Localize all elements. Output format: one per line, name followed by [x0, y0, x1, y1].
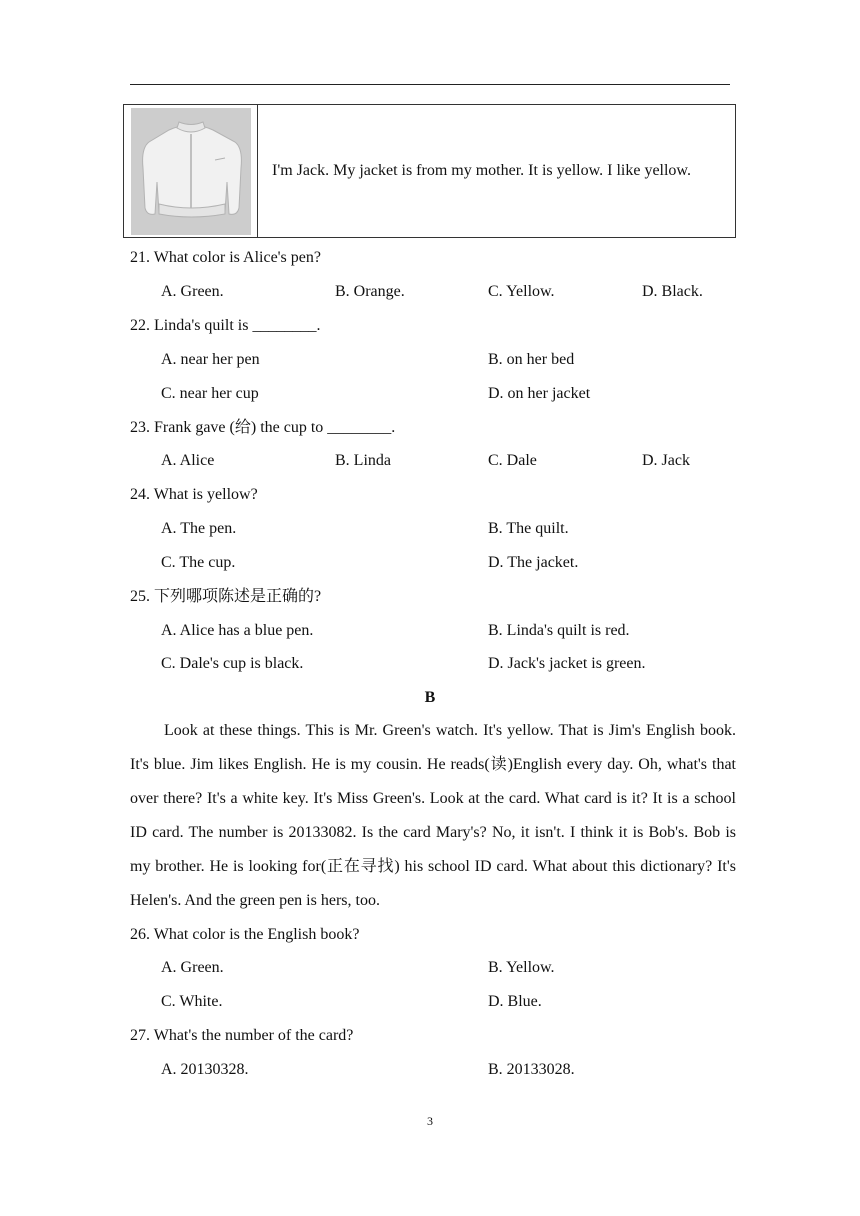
- jacket-image-cell: [124, 105, 258, 237]
- section-b-passage: Look at these things. This is Mr. Green's watch. It's yellow. That is Jim's English book. It's blue. Jim likes English. He is my cousin. He reads(读)English every day. Oh, what's that over there? It's a white key. It's Miss Green's. Look at the card. What card is it? It is a school ID card. The number is 20133082. Is the card Mary's? No, it isn't. I think it is Bob's. Bob is my brother. He is looking for(正在寻找) his school ID card. What about this dictionary? It's Helen's. And the green pen is hers, too.: [130, 722, 736, 909]
- q24-option-b[interactable]: B. The quilt.: [488, 520, 569, 537]
- q25-option-a[interactable]: A. Alice has a blue pen.: [161, 622, 314, 639]
- q22-option-d[interactable]: D. on her jacket: [488, 385, 591, 402]
- q26-option-c[interactable]: C. White.: [161, 993, 223, 1010]
- question-26-stem: 26. What color is the English book?: [130, 926, 360, 943]
- q21-option-d[interactable]: D. Black.: [642, 283, 703, 300]
- q26-option-d[interactable]: D. Blue.: [488, 993, 542, 1010]
- q23-option-b[interactable]: B. Linda: [335, 452, 391, 469]
- header-rule: [130, 84, 730, 85]
- question-24-stem: 24. What is yellow?: [130, 486, 258, 503]
- question-21-stem: 21. What color is Alice's pen?: [130, 249, 321, 266]
- q21-option-b[interactable]: B. Orange.: [335, 283, 405, 300]
- page-number: 3: [427, 1114, 433, 1128]
- q24-option-d[interactable]: D. The jacket.: [488, 554, 579, 571]
- q26-option-a[interactable]: A. Green.: [161, 959, 224, 976]
- q27-option-a[interactable]: A. 20130328.: [161, 1061, 249, 1078]
- q23-option-d[interactable]: D. Jack: [642, 452, 690, 469]
- question-27-stem: 27. What's the number of the card?: [130, 1027, 354, 1044]
- q24-option-a[interactable]: A. The pen.: [161, 520, 237, 537]
- q24-option-c[interactable]: C. The cup.: [161, 554, 236, 571]
- jacket-info-table: [123, 104, 736, 238]
- section-b-heading: B: [424, 689, 436, 706]
- jacket-photo: [131, 108, 251, 235]
- q22-option-c[interactable]: C. near her cup: [161, 385, 259, 402]
- question-25-stem: 25. 下列哪项陈述是正确的?: [130, 588, 322, 605]
- jacket-description: I'm Jack. My jacket is from my mother. It is yellow. I like yellow.: [272, 162, 691, 179]
- q25-option-b[interactable]: B. Linda's quilt is red.: [488, 622, 630, 639]
- q23-option-a[interactable]: A. Alice: [161, 452, 215, 469]
- q25-option-c[interactable]: C. Dale's cup is black.: [161, 655, 304, 672]
- q22-option-a[interactable]: A. near her pen: [161, 351, 260, 368]
- question-22-stem: 22. Linda's quilt is ________.: [130, 317, 321, 334]
- q26-option-b[interactable]: B. Yellow.: [488, 959, 555, 976]
- q22-option-b[interactable]: B. on her bed: [488, 351, 575, 368]
- q25-option-d[interactable]: D. Jack's jacket is green.: [488, 655, 646, 672]
- q21-option-a[interactable]: A. Green.: [161, 283, 224, 300]
- q21-option-c[interactable]: C. Yellow.: [488, 283, 555, 300]
- q23-option-c[interactable]: C. Dale: [488, 452, 537, 469]
- question-23-stem: 23. Frank gave (给) the cup to ________.: [130, 419, 396, 436]
- q27-option-b[interactable]: B. 20133028.: [488, 1061, 575, 1078]
